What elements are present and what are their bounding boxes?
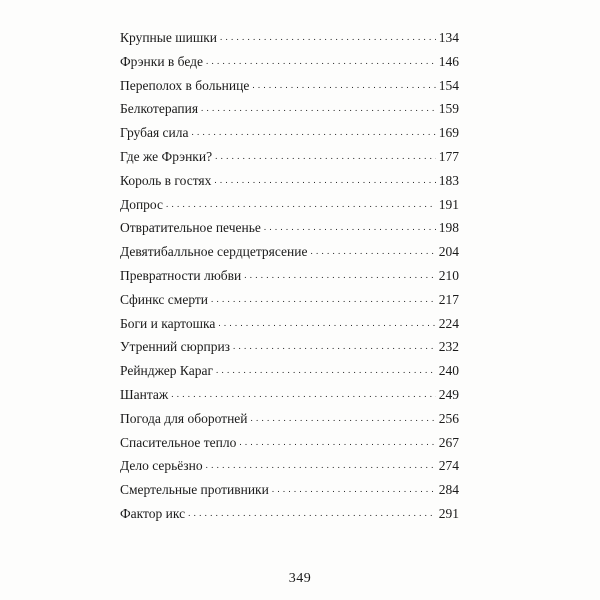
toc-entry bbox=[120, 454, 459, 478]
toc-entry bbox=[120, 335, 459, 359]
dot-leader bbox=[206, 52, 436, 66]
toc-entry-title: Рейнджер Караг bbox=[120, 363, 214, 379]
toc-entry-page-number: 240 bbox=[438, 363, 459, 379]
toc-entry-page-number: 191 bbox=[438, 196, 459, 212]
toc-entry-title: Допрос bbox=[120, 196, 164, 212]
toc-entry-title: Шантаж bbox=[120, 386, 169, 402]
toc-entry-title: Утренний сюрприз bbox=[120, 339, 230, 355]
dot-leader bbox=[244, 266, 436, 280]
toc-entry-title: Король в гостях bbox=[120, 172, 212, 188]
toc-entry-page-number: 204 bbox=[438, 244, 459, 260]
toc-entry bbox=[120, 383, 459, 407]
toc-entry-page-number: 183 bbox=[438, 172, 459, 188]
table-of-contents bbox=[120, 26, 459, 526]
dot-leader bbox=[272, 481, 436, 495]
toc-entry-page-number: 267 bbox=[438, 434, 459, 450]
dot-leader bbox=[192, 124, 436, 138]
toc-entry bbox=[120, 145, 459, 169]
toc-entry-title: Сфинкс смерти bbox=[120, 291, 209, 307]
toc-entry bbox=[120, 359, 459, 383]
toc-entry bbox=[120, 478, 459, 502]
dot-leader bbox=[252, 76, 435, 90]
dot-leader bbox=[211, 290, 436, 304]
toc-entry-title: Крупные шишки bbox=[120, 30, 218, 45]
toc-entry bbox=[120, 97, 459, 121]
toc-entry-title: Где же Фрэнки? bbox=[120, 148, 213, 164]
toc-entry-title: Белкотерапия bbox=[120, 101, 199, 117]
dot-leader bbox=[214, 171, 435, 185]
toc-entry bbox=[120, 169, 459, 193]
dot-leader bbox=[218, 314, 435, 328]
toc-entry-title: Отвратительное печенье bbox=[120, 220, 261, 236]
toc-entry-title: Превратности любви bbox=[120, 267, 242, 283]
toc-entry bbox=[120, 431, 459, 455]
dot-leader bbox=[264, 219, 436, 233]
toc-entry-page-number: 169 bbox=[438, 125, 459, 141]
toc-entry bbox=[120, 121, 459, 145]
toc-entry-title: Спасительное тепло bbox=[120, 434, 237, 450]
toc-entry-page-number: 217 bbox=[438, 291, 459, 307]
toc-entry-page-number: 198 bbox=[438, 220, 459, 236]
dot-leader bbox=[216, 362, 436, 376]
dot-leader bbox=[201, 100, 436, 114]
toc-entry-title: Погода для оборотней bbox=[120, 410, 248, 426]
toc-entry-page-number: 256 bbox=[438, 410, 459, 426]
toc-entry-page-number: 134 bbox=[438, 30, 459, 45]
dot-leader bbox=[188, 504, 436, 518]
toc-entry-page-number: 154 bbox=[438, 77, 459, 93]
toc-entry-page-number: 146 bbox=[438, 53, 459, 69]
toc-entry bbox=[120, 502, 459, 526]
toc-entry-page-number: 224 bbox=[438, 315, 459, 331]
toc-entry bbox=[120, 26, 459, 50]
toc-entry bbox=[120, 240, 459, 264]
toc-entry-page-number: 291 bbox=[438, 505, 459, 521]
toc-entry-page-number: 159 bbox=[438, 101, 459, 117]
toc-entry bbox=[120, 216, 459, 240]
toc-entry bbox=[120, 407, 459, 431]
toc-entry-page-number: 274 bbox=[438, 458, 459, 474]
toc-entry bbox=[120, 264, 459, 288]
dot-leader bbox=[206, 457, 436, 471]
toc-entry bbox=[120, 193, 459, 217]
toc-entry bbox=[120, 312, 459, 336]
dot-leader bbox=[233, 338, 436, 352]
toc-entry-title: Дело серьёзно bbox=[120, 458, 203, 474]
dot-leader bbox=[166, 195, 436, 209]
toc-entry-title: Переполох в больнице bbox=[120, 77, 250, 93]
toc-entry-page-number: 177 bbox=[438, 148, 459, 164]
toc-entry-title: Фактор икс bbox=[120, 505, 186, 521]
dot-leader bbox=[310, 243, 435, 257]
dot-leader bbox=[215, 147, 436, 161]
dot-leader bbox=[251, 409, 436, 423]
dot-leader bbox=[220, 29, 436, 43]
toc-entry-title: Девятибалльное сердцетрясение bbox=[120, 244, 308, 260]
toc-entry-page-number: 232 bbox=[438, 339, 459, 355]
toc-entry-page-number: 210 bbox=[438, 267, 459, 283]
toc-entry-page-number: 249 bbox=[438, 386, 459, 402]
dot-leader bbox=[171, 385, 436, 399]
toc-entry bbox=[120, 288, 459, 312]
toc-entry bbox=[120, 74, 459, 98]
toc-entry-title: Фрэнки в беде bbox=[120, 53, 204, 69]
dot-leader bbox=[239, 433, 435, 447]
toc-entry-title: Грубая сила bbox=[120, 125, 189, 141]
toc-entry-page-number: 284 bbox=[438, 482, 459, 498]
toc-entry-title: Смертельные противники bbox=[120, 482, 269, 498]
toc-entry bbox=[120, 50, 459, 74]
toc-entry-title: Боги и картошка bbox=[120, 315, 216, 331]
page-number: 349 bbox=[288, 571, 312, 586]
